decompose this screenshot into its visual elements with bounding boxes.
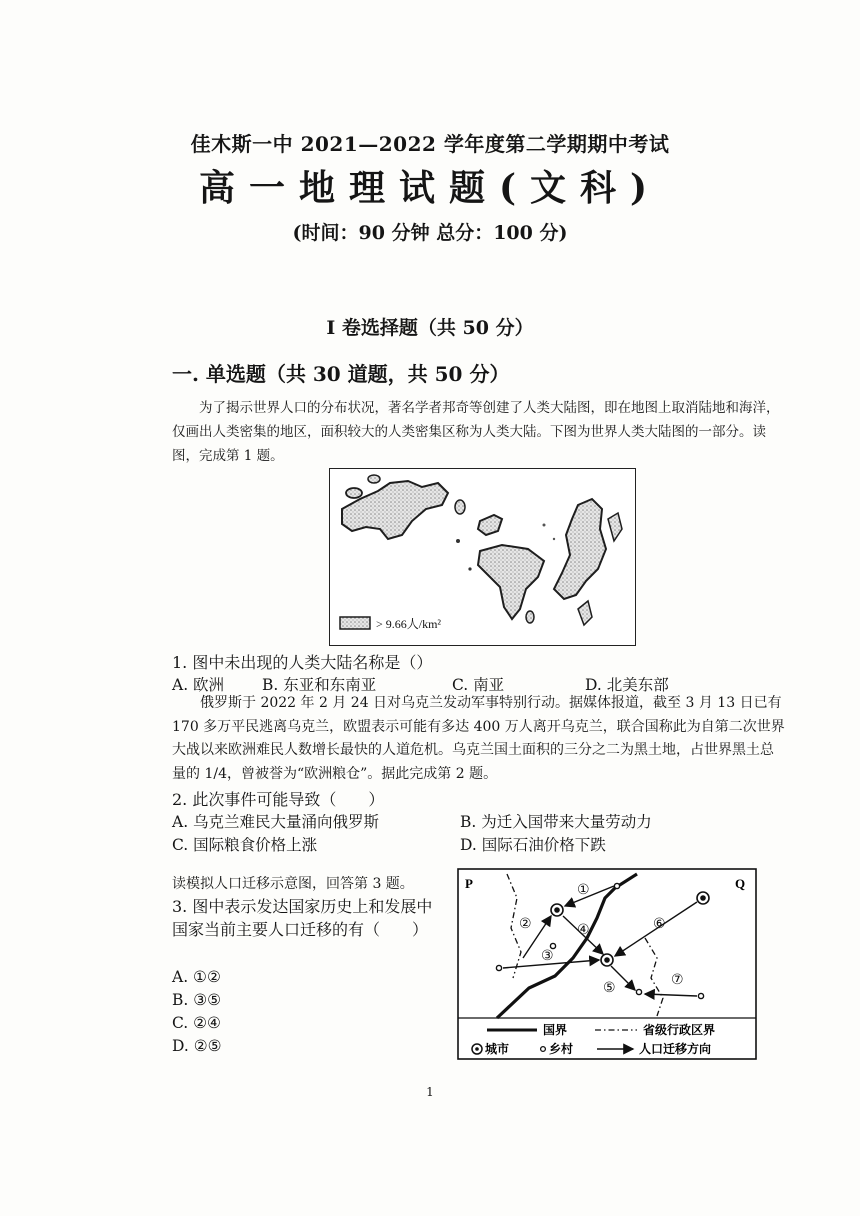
migration-diagram-drawing [457, 868, 757, 1060]
corner-label-q: Q [735, 876, 746, 891]
dense-region-islands [346, 488, 362, 498]
q1-option-b: B. 东亚和东南亚 [262, 676, 377, 694]
map-legend-swatch [340, 617, 370, 629]
section1-title: 一. 单选题（共 30 道题，共 50 分） [172, 362, 510, 386]
route-label-5: ⑤ [603, 980, 616, 996]
human-continent-map [329, 468, 636, 646]
part1-title: I 卷选择题（共 50 分） [326, 317, 534, 339]
q2-option-c: C. 国际粮食价格上涨 [172, 836, 318, 854]
q1-option-d: D. 北美东部 [585, 676, 669, 694]
dense-region-south-asia [478, 545, 544, 619]
q3-option-d: D. ②⑤ [172, 1037, 222, 1055]
route-label-6: ⑥ [653, 916, 666, 932]
subject-title: 高一地理试题(文科) [198, 167, 662, 209]
route-label-3: ③ [541, 948, 554, 964]
q1-stem: 1. 图中未出现的人类大陆名称是（） [172, 653, 433, 672]
dense-region-east-asia [554, 499, 606, 599]
q3-lead: 读模拟人口迁移示意图，回答第 3 题。 [172, 876, 414, 892]
legend-border: 国界 [543, 1023, 568, 1037]
q2-option-d: D. 国际石油价格下跌 [460, 836, 606, 854]
legend-migration: 人口迁移方向 [639, 1042, 712, 1056]
q2-option-a: A. 乌克兰难民大量涌向俄罗斯 [172, 813, 380, 831]
dense-region-middle [478, 515, 502, 535]
q3-option-b: B. ③⑤ [172, 991, 222, 1009]
q3-option-a: A. ①② [172, 968, 221, 986]
time-info: (时间：90 分钟 总分：100 分) [292, 222, 568, 244]
q3-option-c: C. ②④ [172, 1014, 221, 1032]
corner-label-p: P [465, 876, 473, 891]
legend-province-border: 省级行政区界 [643, 1023, 716, 1037]
passage2: 俄罗斯于 2022 年 2 月 24 日对乌克兰发动军事特别行动。据媒体报道，截至 3 月 13 日已有 170 多万平民逃离乌克兰，欧盟表示可能有多达 400 万人离开乌克兰，联合国称此为自第二次世界大战以来欧洲难民人数增长最快的人道危机。乌克兰国土面积的三分之二为黑土地，占世界黑土总量的 1/4，曾被誉为“欧洲粮仓”。据此完成第 2 题。 [172, 695, 785, 782]
legend-city: 城市 [485, 1042, 510, 1056]
q1-option-a: A. 欧洲 [172, 676, 225, 694]
route-label-1: ① [577, 882, 590, 898]
migration-diagram [457, 868, 757, 1060]
school-exam-title: 佳木斯一中 2021—2022 学年度第二学期期中考试 [190, 132, 670, 156]
human-continent-map-drawing [330, 469, 635, 645]
route-label-2: ② [519, 916, 532, 932]
q3-stem: 3. 图中表示发达国家历史上和发展中国家当前主要人口迁移的有（ ） [172, 897, 433, 939]
q2-stem: 2. 此次事件可能导致（ ） [172, 790, 385, 809]
route-label-4: ④ [577, 922, 590, 938]
legend-village: 乡村 [549, 1042, 574, 1056]
map-legend-label: > 9.66人/km² [376, 617, 442, 631]
intro-paragraph: 为了揭示世界人口的分布状况，著名学者邦奇等创建了人类大陆图，即在地图上取消陆地和海洋，仅画出人类密集的地区，面积较大的人类密集区称为人类大陆。下图为世界人类大陆图的一部分。读图，完成第 1 题。 [172, 400, 780, 464]
q2-option-b: B. 为迁入国带来大量劳动力 [460, 813, 652, 831]
page-number: 1 [426, 1085, 434, 1099]
q1-option-c: C. 南亚 [452, 676, 505, 694]
route-label-7: ⑦ [671, 972, 684, 988]
